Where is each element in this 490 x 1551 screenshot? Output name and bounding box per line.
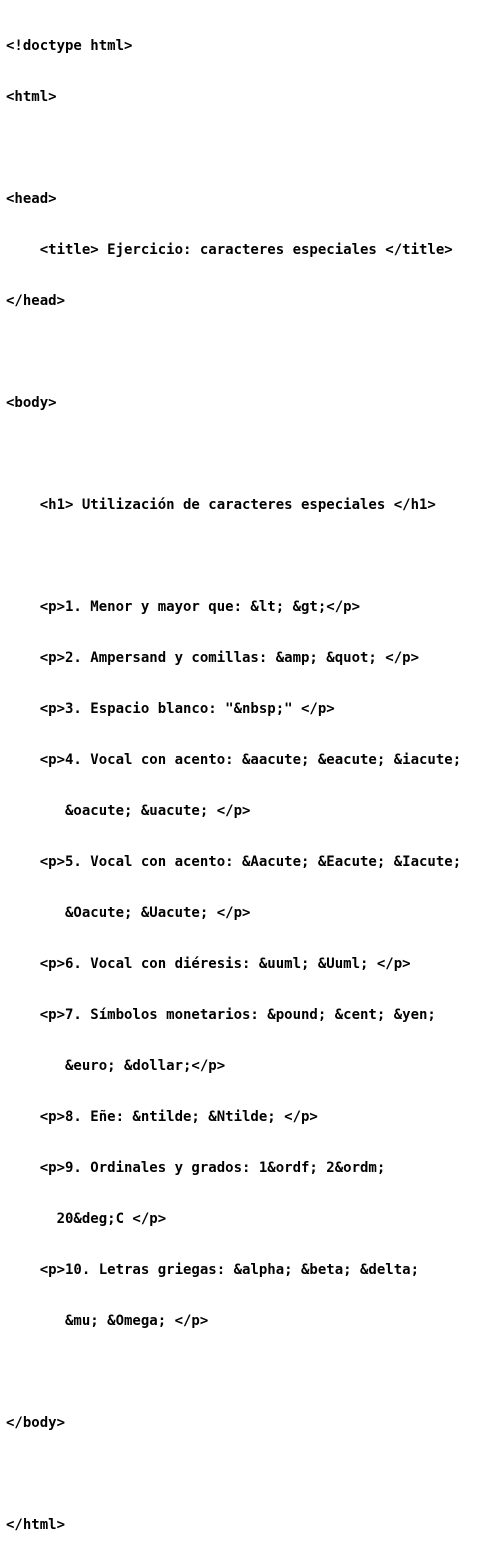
code-line-p7-cont: &euro; &dollar;</p> <box>6 1058 226 1074</box>
code-view <box>6 4 461 1551</box>
code-line-blank <box>6 1364 461 1381</box>
code-line-html-close: </html> <box>6 1517 66 1533</box>
code-line-blank <box>6 140 461 157</box>
code-line-doctype: <!doctype html> <box>6 38 133 54</box>
code-line-blank <box>6 548 461 565</box>
code-line-p9-cont: 20&deg;C </p> <box>6 1211 167 1227</box>
code-line-body-close: </body> <box>6 1415 66 1431</box>
code-line-p5-cont: &Oacute; &Uacute; </p> <box>6 905 251 921</box>
code-line-h1: <h1> Utilización de caracteres especiales </h1> <box>6 497 436 513</box>
code-line-blank <box>6 344 461 361</box>
code-line-p5: <p>5. Vocal con acento: &Aacute; &Eacute; &Iacute; <box>6 854 462 870</box>
code-line-body-open: <body> <box>6 395 57 411</box>
code-line-p2: <p>2. Ampersand y comillas: &amp; &quot; </p> <box>6 650 420 666</box>
code-line-title: <title> Ejercicio: caracteres especiales </title> <box>6 242 453 258</box>
code-line-blank <box>6 446 461 463</box>
code-line-p1: <p>1. Menor y mayor que: &lt; &gt;</p> <box>6 599 361 615</box>
code-line-p7: <p>7. Símbolos monetarios: &pound; &cent; &yen; <box>6 1007 436 1023</box>
code-line-p10-cont: &mu; &Omega; </p> <box>6 1313 209 1329</box>
code-line-p4-cont: &oacute; &uacute; </p> <box>6 803 251 819</box>
code-line-p4: <p>4. Vocal con acento: &aacute; &eacute; &iacute; <box>6 752 462 768</box>
code-line-head-close: </head> <box>6 293 66 309</box>
code-line-p8: <p>8. Eñe: &ntilde; &Ntilde; </p> <box>6 1109 318 1125</box>
code-line-p6: <p>6. Vocal con diéresis: &uuml; &Uuml; </p> <box>6 956 411 972</box>
code-line-html-open: <html> <box>6 89 57 105</box>
code-line-p10: <p>10. Letras griegas: &alpha; &beta; &delta; <box>6 1262 420 1278</box>
code-line-blank <box>6 1466 461 1483</box>
code-line-p3: <p>3. Espacio blanco: "&nbsp;" </p> <box>6 701 335 717</box>
code-line-head-open: <head> <box>6 191 57 207</box>
code-line-p9: <p>9. Ordinales y grados: 1&ordf; 2&ordm; <box>6 1160 386 1176</box>
